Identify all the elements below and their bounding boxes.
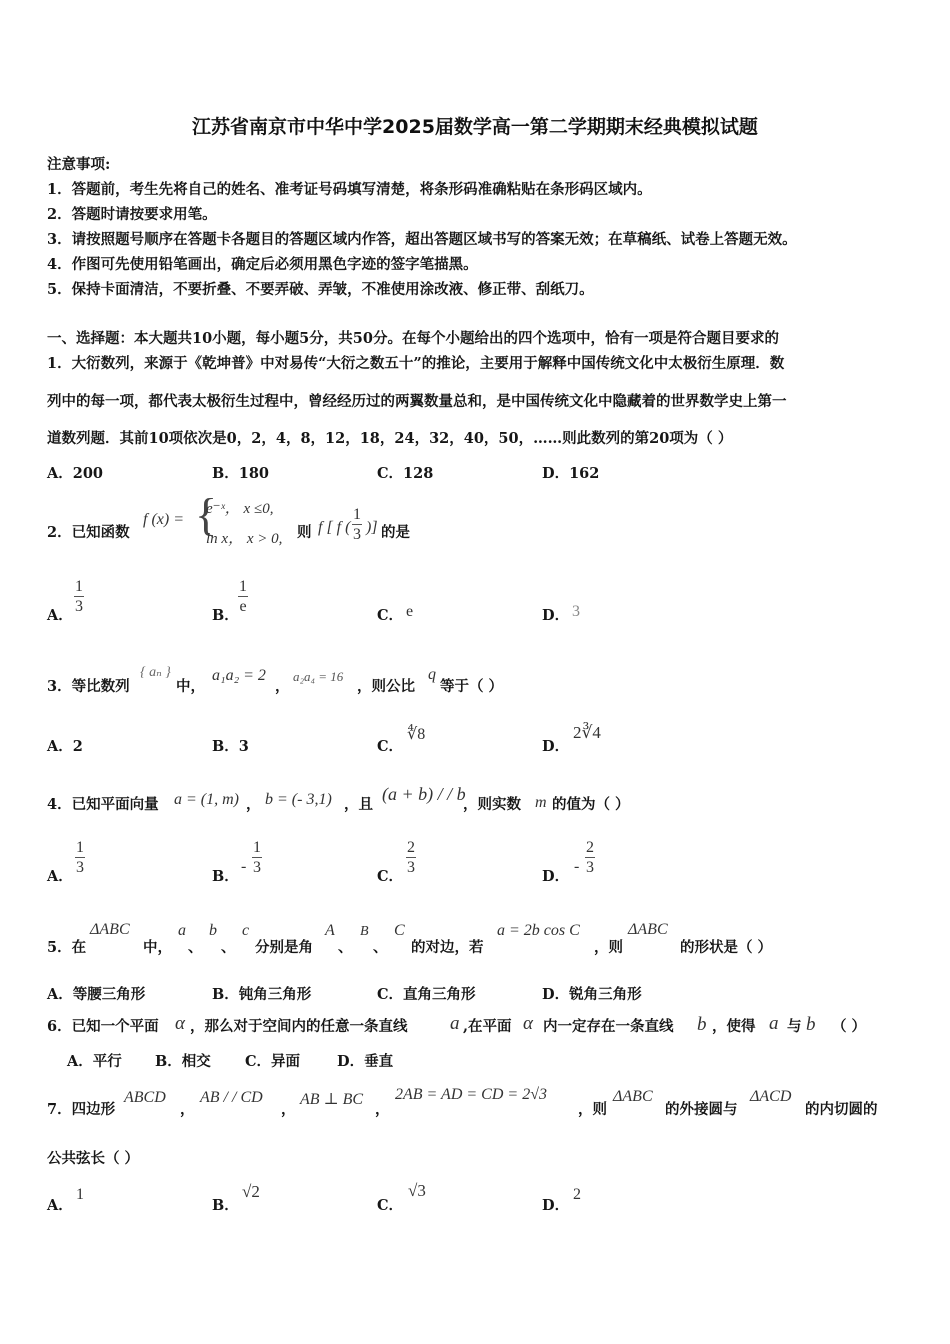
q4-option-d-label: D．: [542, 868, 570, 885]
q5-p4: ，则: [594, 939, 623, 956]
q4-option-b-value: [252, 839, 262, 876]
fraction-denominator: e: [239, 598, 247, 615]
q5-side-b: b: [209, 922, 217, 939]
q6-p3: ,在平面: [463, 1018, 512, 1035]
q1-line: 列中的每一项，都代表太极衍生过程中，曾经经历过的两翼数量总和，是中国传统文化中隐藏着的世界数学史上第一: [47, 393, 787, 410]
q2-case-1: e⁻ˣ， x ≤0,: [206, 501, 274, 517]
q2-brace: {: [195, 489, 218, 540]
q5-p5: 的形状是（ ）: [680, 939, 773, 956]
q3-cond-1: a₁a₂ = 2: [212, 667, 266, 684]
q7-option-a-value: 1: [76, 1186, 84, 1203]
q7-perpendicular: AB ⊥ BC: [300, 1091, 364, 1108]
q5-triangle: ΔABC: [90, 921, 130, 938]
q7-quad: ABCD: [124, 1089, 166, 1106]
q5-option-c: C．直角三角形: [377, 986, 476, 1003]
q3-tail-1: ，则公比: [357, 678, 415, 695]
q3-option-d-value: 2∛4: [573, 723, 601, 742]
q2-expr-right: )]: [366, 519, 378, 536]
q4-m: m: [535, 794, 547, 811]
q5-p2: 分别是角: [255, 939, 313, 956]
fraction-denominator: 3: [586, 859, 594, 876]
fraction-numerator: 1: [253, 839, 261, 856]
q5-angle-c: C: [394, 922, 405, 939]
fraction-numerator: 1: [76, 839, 84, 856]
q5-dun: 、: [338, 939, 353, 956]
q2-option-a-value: [74, 578, 84, 615]
q6-p1: 6．已知一个平面: [47, 1018, 159, 1035]
q5-p3: 的对边，若: [411, 939, 484, 956]
q3-mid: 中，: [176, 678, 205, 695]
q3-q: q: [428, 666, 436, 683]
q2-option-c-label: C．: [377, 607, 404, 624]
q1-line: 道数列题．其前10项依次是0，2，4，8，12，18，24，32，40，50，……则此数列的第20项为（ ）: [47, 430, 733, 447]
q7-p4: 的内切圆的: [805, 1101, 878, 1118]
q4-condition: (a + b) / / b: [382, 784, 466, 804]
q7-option-c-value: √3: [408, 1181, 426, 1200]
q3-sep: ，: [275, 678, 290, 695]
q5-dun: 、: [373, 939, 388, 956]
q6-alpha: α: [175, 1013, 185, 1034]
q3-sequence: { aₙ }: [140, 665, 171, 680]
q1-option-d: D．162: [542, 465, 600, 482]
q5-option-a: A．等腰三角形: [47, 986, 146, 1003]
q3-option-c-label: C．: [377, 738, 404, 755]
q4-vector-a: a = (1, m): [174, 791, 240, 808]
q6-a: a: [450, 1013, 460, 1034]
q6-p2: ，那么对于空间内的任意一条直线: [190, 1018, 408, 1035]
fraction-numerator: 1: [239, 578, 247, 595]
q5-dun: 、: [221, 939, 236, 956]
q4-tail-1: ，则实数: [463, 796, 521, 813]
q7-option-a-label: A．: [47, 1197, 73, 1214]
fraction-numerator: 1: [353, 506, 361, 523]
q4-option-d-sign: -: [574, 858, 580, 875]
q4-option-c-label: C．: [377, 868, 404, 885]
section-heading: 一、选择题：本大题共10小题，每小题5分，共50分。在每个小题给出的四个选项中，恰有一项是符合题目要求的: [47, 330, 779, 347]
q7-option-b-value: √2: [242, 1182, 260, 1201]
q4-vector-b: b = (- 3,1): [265, 791, 332, 808]
q4-mid: ，且: [344, 796, 373, 813]
q7-option-c-label: C．: [377, 1197, 404, 1214]
fraction-denominator: 3: [76, 859, 84, 876]
q5-angle-a: A: [325, 922, 335, 939]
q4-comma: ，: [246, 796, 261, 813]
q7-triangle-1: ΔABC: [613, 1088, 653, 1105]
notice-item: 3．请按照题号顺序在答题卡各题目的答题区域内作答，超出答题区域书写的答案无效；在草稿纸、试卷上答题无效。: [47, 231, 797, 248]
q3-option-b: B．3: [212, 738, 249, 755]
q4-option-b-sign: -: [241, 858, 247, 875]
notice-item: 5．保持卡面清洁，不要折叠、不要弄破、弄皱，不准使用涂改液、修正带、刮纸刀。: [47, 281, 594, 298]
q5-prefix: 5．在: [47, 939, 87, 956]
q6-p6: 与: [787, 1018, 802, 1035]
q5-angle-b: B: [360, 924, 369, 939]
q2-prefix: 2．已知函数: [47, 524, 130, 541]
fraction-numerator: 2: [586, 839, 594, 856]
q5-equation: a = 2b cos C: [497, 922, 580, 939]
fraction-denominator: 3: [253, 859, 261, 876]
q1-option-c: C．128: [377, 465, 434, 482]
q6-option-b: B．相交: [155, 1053, 211, 1070]
q3-prefix: 3．等比数列: [47, 678, 130, 695]
q5-triangle-2: ΔABC: [628, 921, 668, 938]
fraction-denominator: 3: [75, 598, 83, 615]
q7-line-2: 公共弦长（ ）: [47, 1150, 140, 1167]
q3-cond-2: a₂a₄ = 16: [293, 669, 344, 684]
q7-option-d-label: D．: [542, 1197, 570, 1214]
q7-comma: ，: [281, 1101, 296, 1118]
q1-option-b: B．180: [212, 465, 270, 482]
q2-expr-fraction: [352, 506, 362, 543]
q6-option-c: C．异面: [245, 1053, 301, 1070]
q5-p1: 中，: [143, 939, 172, 956]
q5-side-c: c: [242, 922, 250, 939]
q6-b: b: [697, 1014, 707, 1035]
q6-option-a: A．平行: [67, 1053, 122, 1070]
q5-side-a: a: [178, 922, 186, 939]
q6-p5: ，使得: [712, 1018, 756, 1035]
q3-tail-2: 等于（ ）: [440, 678, 504, 695]
q7-p2: ，则: [578, 1101, 607, 1118]
q5-option-d: D．锐角三角形: [542, 986, 642, 1003]
q1-line: 1．大衍数列，来源于《乾坤普》中对易传“大衍之数五十”的推论，主要用于解释中国传统文化中太极衍生原理．数: [47, 355, 785, 372]
q7-comma: ，: [375, 1101, 390, 1118]
q4-option-a-label: A．: [47, 868, 73, 885]
q7-parallel: AB / / CD: [200, 1089, 263, 1106]
q6-p7: （ ）: [832, 1018, 867, 1035]
q3-option-d-label: D．: [542, 738, 570, 755]
q2-option-c-value: e: [406, 603, 414, 620]
q6-p4: 内一定存在一条直线: [543, 1018, 674, 1035]
q6-a-2: a: [769, 1013, 779, 1034]
q2-expr-left: f [ f (: [318, 519, 351, 536]
q2-option-b-label: B．: [212, 607, 239, 624]
notice-heading: 注意事项:: [47, 156, 111, 173]
fraction-numerator: 1: [75, 578, 83, 595]
fraction-numerator: 2: [407, 839, 415, 856]
q6-b-2: b: [806, 1014, 816, 1035]
q6-alpha-2: α: [523, 1013, 533, 1034]
q2-option-a-label: A．: [47, 607, 73, 624]
q1-option-a: A．200: [47, 465, 104, 482]
q2-option-b-value: [238, 578, 248, 615]
q4-option-c-value: [406, 839, 416, 876]
q5-option-b: B．钝角三角形: [212, 986, 312, 1003]
q2-option-d-value: 3: [572, 603, 580, 620]
q4-option-a-value: [75, 839, 85, 876]
notice-item: 4．作图可先使用铅笔画出，确定后必须用黑色字迹的签字笔描黑。: [47, 256, 478, 273]
fraction-denominator: 3: [407, 859, 415, 876]
q7-p1: 7．四边形: [47, 1101, 116, 1118]
fraction-denominator: 3: [353, 526, 361, 543]
q2-suffix: 的是: [381, 524, 410, 541]
q4-prefix: 4．已知平面向量: [47, 796, 159, 813]
q7-option-b-label: B．: [212, 1197, 239, 1214]
q3-option-c-value: ∜8: [407, 726, 426, 743]
q4-tail-2: 的值为（ ）: [552, 796, 630, 813]
q2-mid: 则: [297, 524, 312, 541]
q7-p3: 的外接圆与: [665, 1101, 738, 1118]
q2-fx: f (x) =: [143, 511, 184, 528]
q7-equation: 2AB = AD = CD = 2√3: [395, 1086, 547, 1103]
q5-dun: 、: [188, 939, 203, 956]
q7-triangle-2: ΔACD: [750, 1088, 792, 1105]
q6-option-d: D．垂直: [337, 1053, 394, 1070]
q3-option-a: A．2: [47, 738, 83, 755]
q7-comma: ，: [180, 1101, 195, 1118]
q7-option-d-value: 2: [573, 1186, 581, 1203]
q2-case-2: ln x， x > 0,: [206, 531, 283, 547]
q4-option-d-value: [585, 839, 595, 876]
notice-item: 1．答题前，考生先将自己的姓名、准考证号码填写清楚，将条形码准确粘贴在条形码区域内。: [47, 181, 652, 198]
q2-option-d-label: D．: [542, 607, 570, 624]
page-title: 江苏省南京市中华中学2025届数学高一第二学期期末经典模拟试题: [192, 116, 758, 138]
notice-item: 2．答题时请按要求用笔。: [47, 206, 217, 223]
q4-option-b-label: B．: [212, 868, 239, 885]
